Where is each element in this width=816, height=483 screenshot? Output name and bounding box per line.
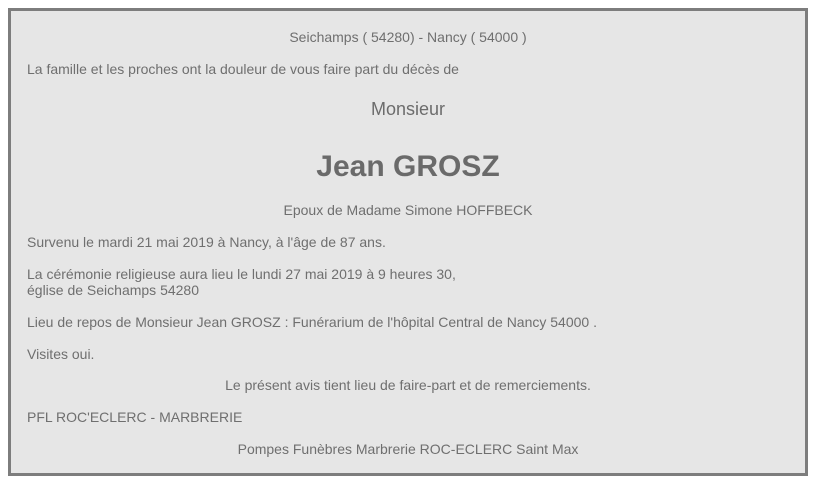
thanks-line: Le présent avis tient lieu de faire-part et de remerciements. — [225, 377, 591, 393]
obituary-notice — [8, 8, 808, 476]
company-full: Pompes Funèbres Marbrerie ROC-ECLERC Saint Max — [237, 441, 579, 457]
death-info: Survenu le mardi 21 mai 2019 à Nancy, à l'âge de 87 ans. — [27, 234, 386, 250]
ceremony-line-1: La cérémonie religieuse aura lieu le lundi 27 mai 2019 à 9 heures 30, — [27, 266, 456, 282]
ceremony-line-2: église de Seichamps 54280 — [27, 282, 200, 298]
deceased-name: Jean GROSZ — [316, 150, 500, 183]
honorific-title: Monsieur — [370, 99, 446, 119]
resting-place: Lieu de repos de Monsieur Jean GROSZ : Funérarium de l'hôpital Central de Nancy 54000 . — [27, 314, 597, 330]
spouse-line: Epoux de Madame Simone HOFFBECK — [283, 202, 533, 218]
location-line: Seichamps ( 54280) - Nancy ( 54000 ) — [289, 29, 527, 45]
company-short: PFL ROC'ECLERC - MARBRERIE — [27, 409, 243, 425]
intro-text: La famille et les proches ont la douleur de vous faire part du décès de — [27, 61, 459, 77]
visits-line: Visites oui. — [27, 346, 95, 362]
